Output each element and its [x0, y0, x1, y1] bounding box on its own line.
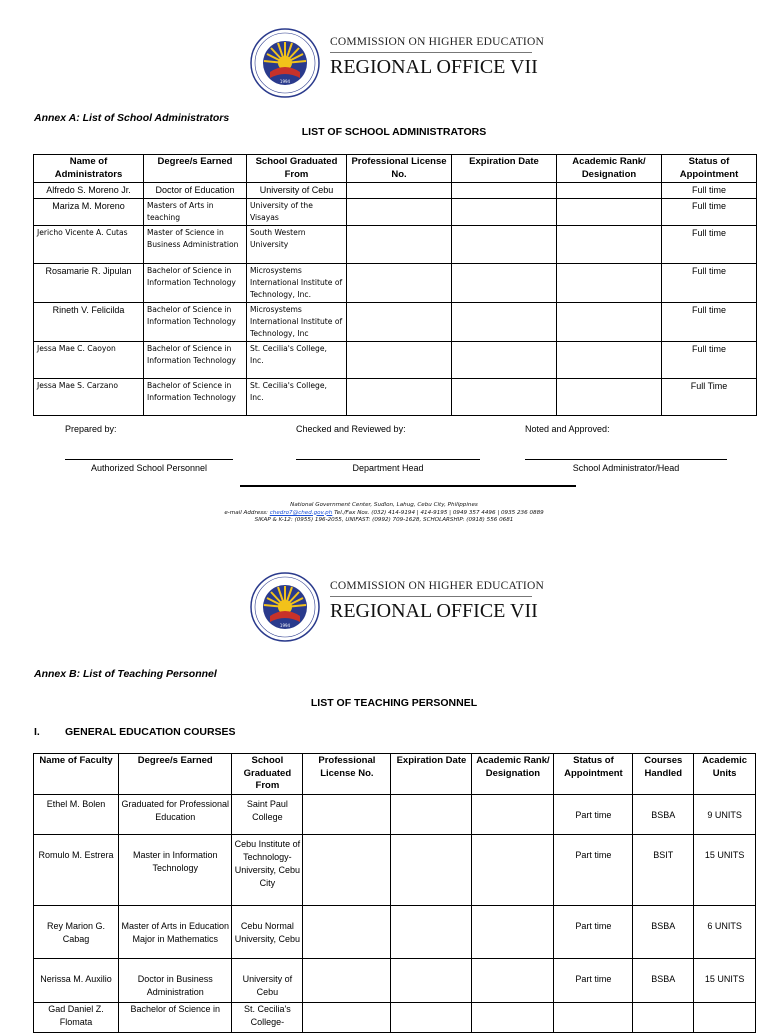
col-header: Academic Rank/ Designation: [472, 754, 554, 795]
authorized-personnel-label: Authorized School Personnel: [90, 463, 208, 473]
col-header: Academic Units: [694, 754, 756, 795]
col-header: Courses Handled: [633, 754, 694, 795]
col-header: School Graduated From: [232, 754, 303, 795]
footer-address: National Government Center, Sudlon, Lahug, Cebu City, Philippines e-mail Address: chedro7@ched.gov.ph Tel./Fax Nos. (032) 414-9194 | 414-9195 | 0949 357 4496 | 0935 236 0889 SIKAP & K-12: (0955) 196-2055, UNIFAST: (0992) 709-1628, SCHOLARSHIP: (0918) 556 0681: [224, 502, 544, 523]
letterhead-second: [250, 572, 550, 642]
annex-b-label: Annex B: List of Teaching Personnel: [34, 668, 217, 680]
section-number: I.: [34, 726, 40, 738]
signature-line: [525, 459, 727, 460]
col-header: Degree/s Earned: [119, 754, 232, 795]
table-row: Romulo M. Estrera Master in Information Technology Cebu Institute of Technology-University, Cebu City Part time BSIT 15 UNITS: [34, 834, 756, 905]
table-row: Ethel M. Bolen Graduated for Professional Education Saint Paul College Part time BSBA 9 UNITS: [34, 794, 756, 834]
prepared-by-label: Prepared by:: [65, 424, 117, 434]
footer-rule: [240, 485, 576, 487]
table-row: Jericho Vicente A. Cutas Master of Science in Business Administration South Western University Full time: [34, 226, 757, 264]
annex-b-title: LIST OF TEACHING PERSONNEL: [310, 697, 478, 709]
svg-text:1994: 1994: [279, 623, 291, 628]
school-admin-label: School Administrator/Head: [572, 463, 680, 473]
col-header: Degree/s Earned: [144, 155, 247, 183]
org-name: COMMISSION ON HIGHER EDUCATION: [330, 36, 544, 48]
col-header: Name of Administrators: [34, 155, 144, 183]
signature-line: [296, 459, 480, 460]
department-head-label: Department Head: [352, 463, 424, 473]
annex-a-label: Annex A: List of School Administrators: [34, 112, 230, 124]
table-row: Jessa Mae C. Caoyon Bachelor of Science in Information Technology St. Cecilia's College, Inc. Full time: [34, 342, 757, 379]
col-header: Professional License No.: [303, 754, 391, 795]
checked-by-label: Checked and Reviewed by:: [296, 424, 406, 434]
table-row: Mariza M. Moreno Masters of Arts in teaching University of the Visayas Full time: [34, 199, 757, 226]
table-header-row: [34, 754, 756, 795]
ched-seal-icon: [250, 572, 320, 642]
svg-text:1994: 1994: [279, 79, 291, 84]
table-row: Nerissa M. Auxilio Doctor in Business Administration University of Cebu Part time BSBA 15 UNITS: [34, 958, 756, 1002]
table-row: Rosamarie R. Jipulan Bachelor of Science in Information Technology Microsystems International Institute of Technology, Inc. Full time: [34, 264, 757, 303]
email-link[interactable]: chedro7@ched.gov.ph: [269, 509, 333, 516]
table-row: Rey Marion G. Cabag Master of Arts in Education Major in Mathematics Cebu Normal University, Cebu Part time BSBA 6 UNITS: [34, 905, 756, 958]
col-header: Academic Rank/ Designation: [557, 155, 662, 183]
office-name: REGIONAL OFFICE VII: [330, 600, 538, 622]
noted-by-label: Noted and Approved:: [525, 424, 610, 434]
table-row: Rineth V. Felicilda Bachelor of Science in Information Technology Microsystems International Institute of Technology, Inc Full time: [34, 303, 757, 342]
col-header: Status of Appointment: [554, 754, 633, 795]
letterhead-top: [250, 28, 550, 98]
table-header-row: [34, 155, 757, 183]
col-header: Professional License No.: [347, 155, 452, 183]
teaching-personnel-table: [33, 753, 756, 1033]
org-name: COMMISSION ON HIGHER EDUCATION: [330, 580, 544, 592]
signature-line: [65, 459, 233, 460]
office-name: REGIONAL OFFICE VII: [330, 56, 538, 78]
col-header: Expiration Date: [452, 155, 557, 183]
table-row: Jessa Mae S. Carzano Bachelor of Science in Information Technology St. Cecilia's College, Inc. Full Time: [34, 379, 757, 416]
ched-seal-icon: [250, 28, 320, 98]
col-header: Status of Appointment: [662, 155, 757, 183]
administrators-table: [33, 154, 757, 416]
annex-a-title: LIST OF SCHOOL ADMINISTRATORS: [301, 126, 487, 138]
col-header: Name of Faculty: [34, 754, 119, 795]
table-row: Alfredo S. Moreno Jr. Doctor of Education University of Cebu Full time: [34, 183, 757, 199]
table-row: Gad Daniel Z. Flomata Bachelor of Science in St. Cecilia's College-: [34, 1002, 756, 1032]
section-title: GENERAL EDUCATION COURSES: [65, 726, 236, 738]
col-header: Expiration Date: [391, 754, 472, 795]
col-header: School Graduated From: [247, 155, 347, 183]
